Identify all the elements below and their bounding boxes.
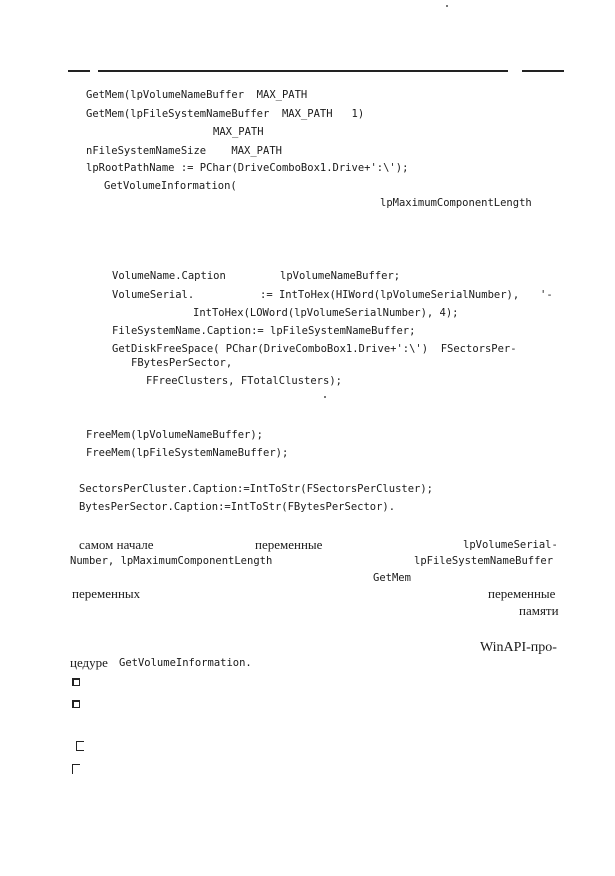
body-text: памяти xyxy=(519,603,559,618)
code-line: GetMem(lpVolumeNameBuffer MAX_PATH xyxy=(86,89,308,101)
body-text: переменные xyxy=(255,537,323,552)
body-text: WinAPI-про- xyxy=(480,640,557,655)
body-code: lpVolumeSerial- xyxy=(463,539,558,551)
code-line: VolumeSerial. xyxy=(112,289,195,301)
body-code: Number, lpMaximumComponentLength xyxy=(70,555,273,567)
code-line: FBytesPerSector, xyxy=(131,357,233,369)
body-text: цедуре xyxy=(70,655,108,670)
header-rule-right xyxy=(522,70,564,72)
speck xyxy=(446,5,448,7)
code-line: GetDiskFreeSpace( PChar(DriveComboBox1.Drive+':\') FSectorsPer- xyxy=(112,343,517,355)
code-line: FFreeClusters, FTotalClusters); xyxy=(146,375,342,387)
bullet-bracket-icon xyxy=(76,741,84,751)
code-line: GetVolumeInformation( xyxy=(104,180,237,192)
body-text: переменные xyxy=(488,586,556,601)
code-line: BytesPerSector.Caption:=IntToStr(FBytesPerSector). xyxy=(79,501,396,513)
speck xyxy=(324,396,326,398)
body-code: GetMem xyxy=(373,572,411,584)
code-line: GetMem(lpFileSystemNameBuffer MAX_PATH 1) xyxy=(86,108,365,120)
code-line: IntToHex(LOWord(lpVolumeSerialNumber), 4); xyxy=(193,307,459,319)
code-line: lpRootPathName := PChar(DriveComboBox1.Drive+':\'); xyxy=(86,162,409,174)
code-line: FileSystemName.Caption:= lpFileSystemNameBuffer; xyxy=(112,325,416,337)
body-code: lpFileSystemNameBuffer xyxy=(414,555,554,567)
bullet-bracket-icon xyxy=(72,764,80,774)
bullet-box-icon xyxy=(72,700,80,708)
code-line: FreeMem(lpVolumeNameBuffer); xyxy=(86,429,264,441)
body-text: переменных xyxy=(72,586,141,601)
header-rule-left xyxy=(68,70,90,72)
code-line: VolumeName.Caption xyxy=(112,270,226,282)
code-line: '- xyxy=(540,289,553,301)
code-line: FreeMem(lpFileSystemNameBuffer); xyxy=(86,447,289,459)
code-line: := IntToHex(HIWord(lpVolumeSerialNumber), xyxy=(260,289,520,301)
body-text: самом начале xyxy=(79,537,154,552)
code-line: nFileSystemNameSize MAX_PATH xyxy=(86,145,282,157)
header-rule xyxy=(98,70,508,72)
code-line: lpMaximumComponentLength xyxy=(380,197,532,209)
code-line: MAX_PATH xyxy=(213,126,264,138)
code-line: SectorsPerCluster.Caption:=IntToStr(FSectorsPerCluster); xyxy=(79,483,434,495)
bullet-box-icon xyxy=(72,678,80,686)
body-code: GetVolumeInformation. xyxy=(119,657,252,669)
code-line: lpVolumeNameBuffer; xyxy=(280,270,401,282)
